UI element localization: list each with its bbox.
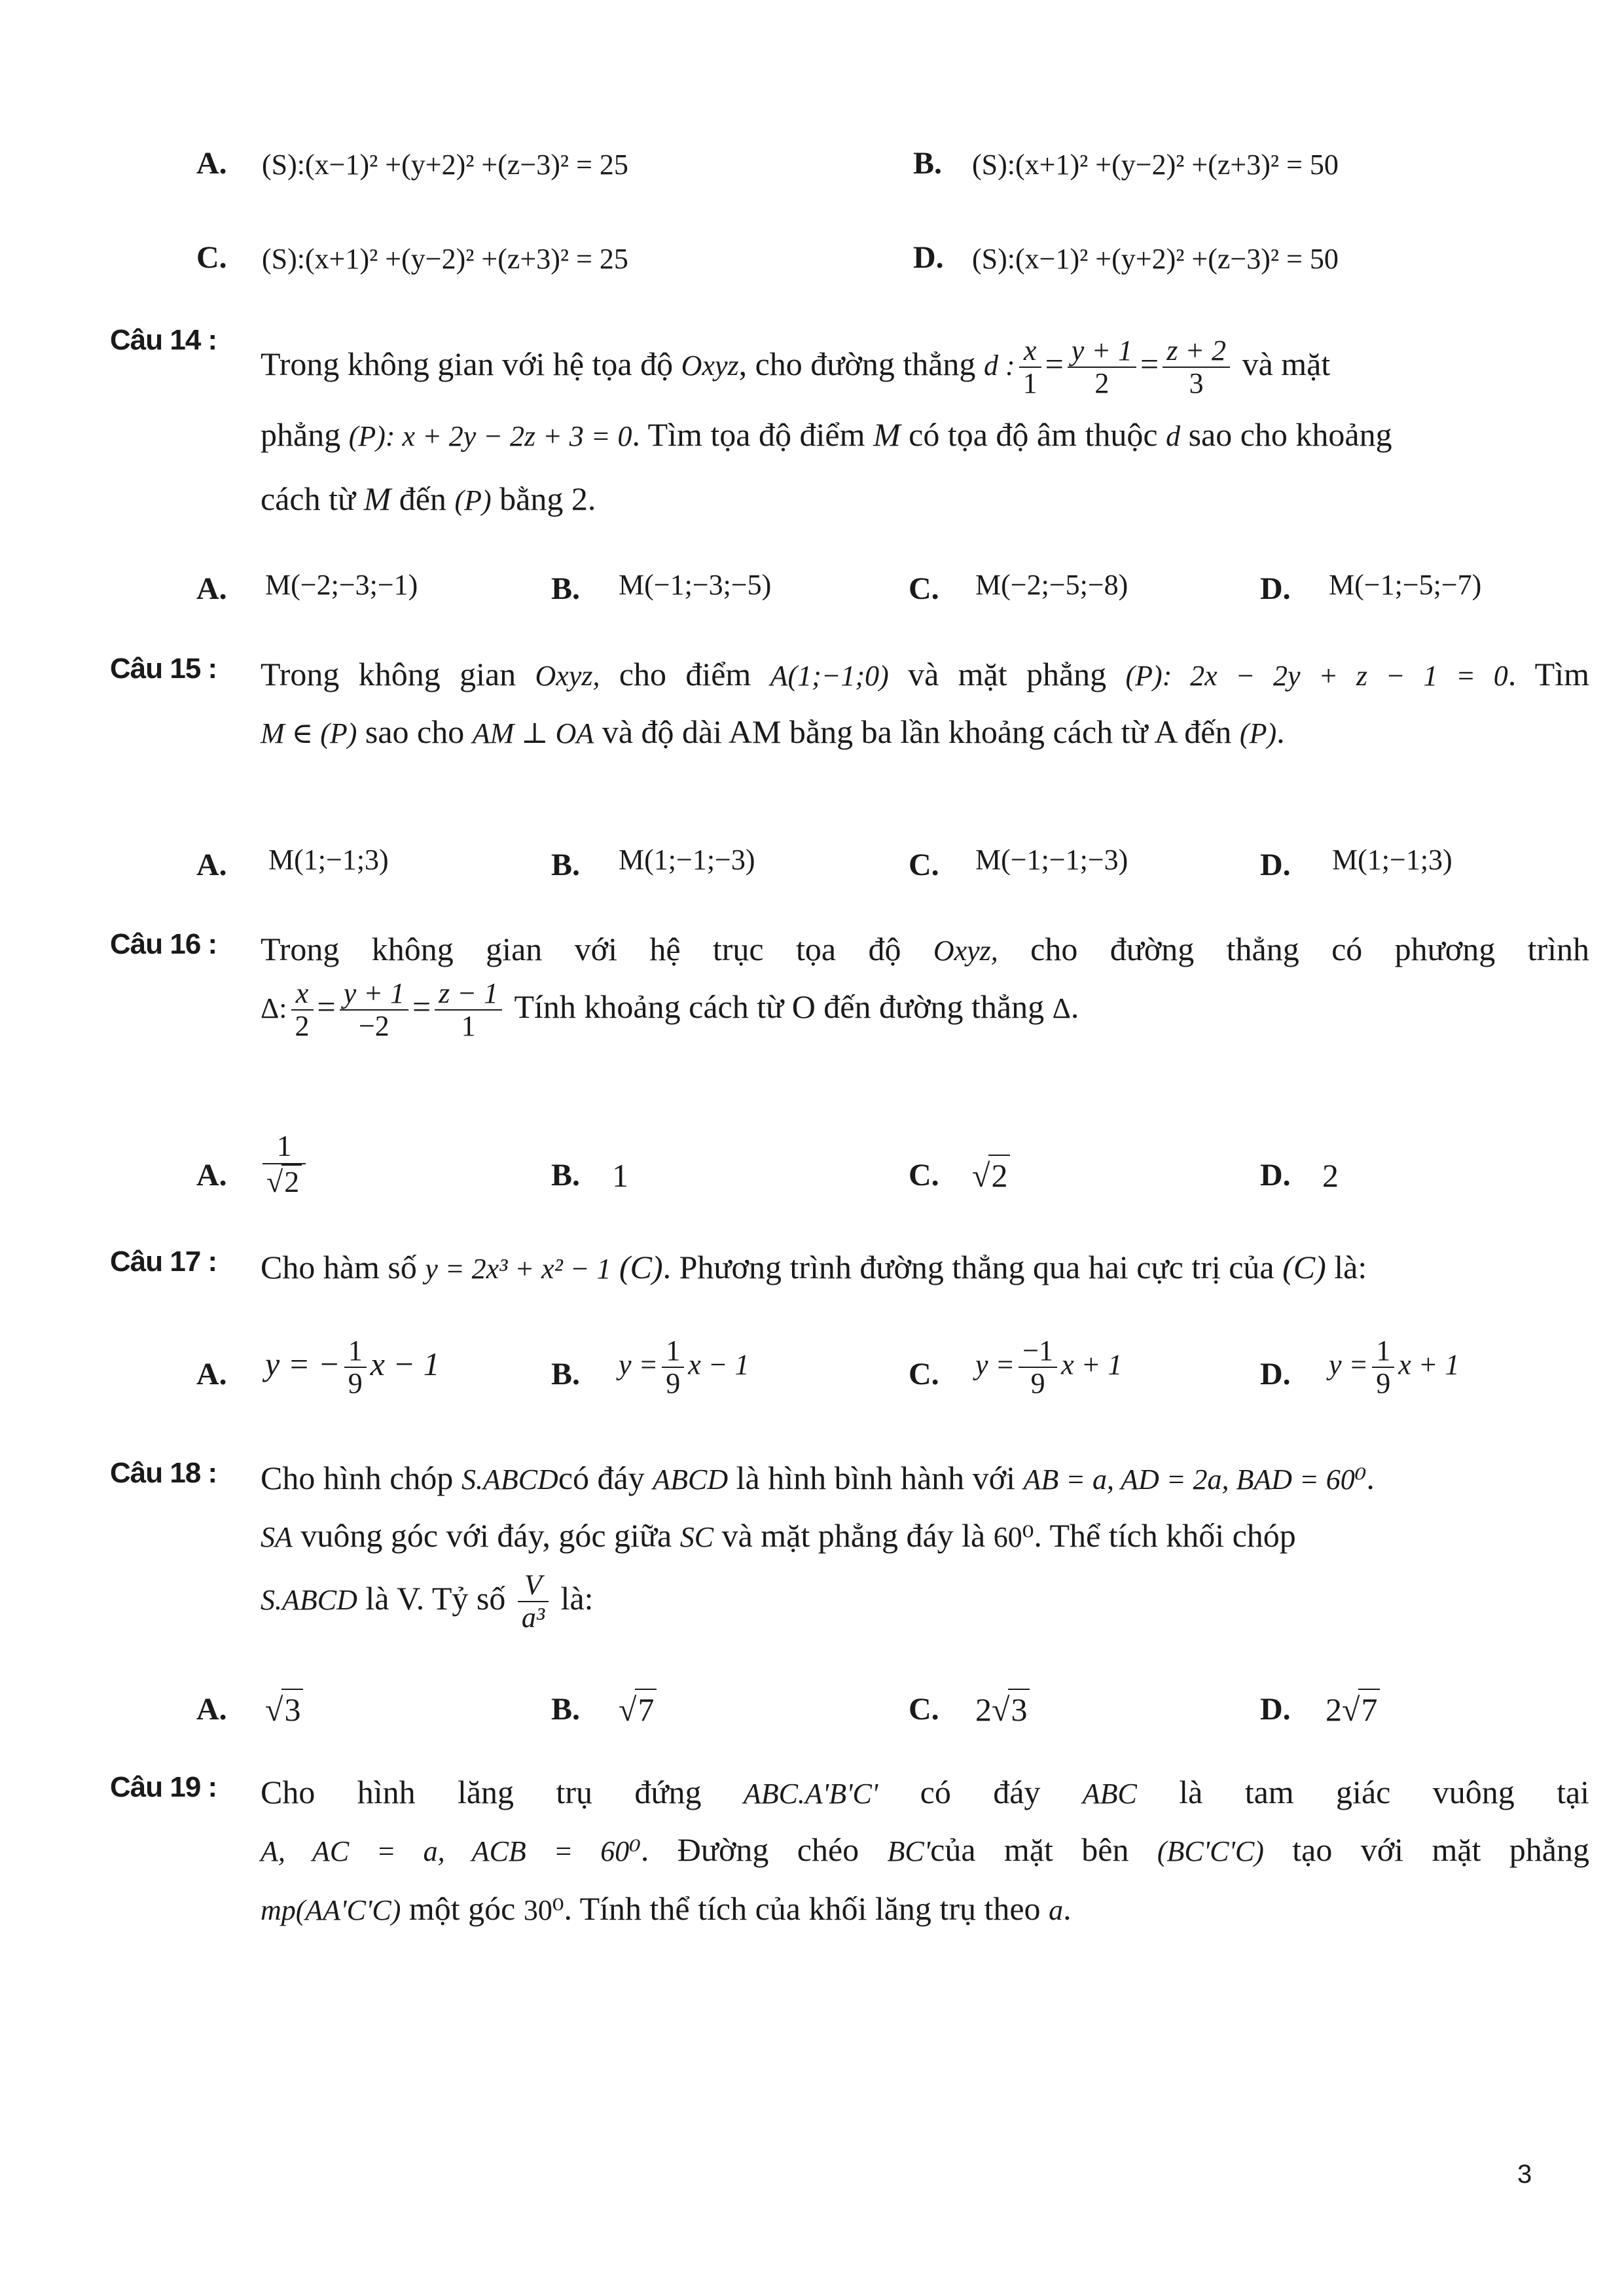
q13-option-b-text: (S):(x+1)² +(y−2)² +(z+3)² = 50 [972,149,1339,181]
q16-option-d-letter: D. [1260,1158,1291,1193]
q18-line-1: Cho hình chóp S.ABCDcó đáy ABCD là hình bình hành với AB = a, AD = 2a, BAD = 60⁰. [261,1460,1375,1496]
q16-fraction-x: $\frac{x}{2}$ [291,978,314,1043]
q16-fraction-y: $\frac{y + 1}{-2}$ [340,978,408,1043]
q16-option-a-letter: A. [196,1158,227,1193]
q17-option-d-letter: D. [1260,1357,1291,1391]
q14-fraction-x: $\frac{x}{1}$ [1019,335,1041,400]
q15-line-2: M ∈ (P) sao cho AM ⊥ OA và độ dài AM bằng ba lần khoảng cách từ A đến (P). [261,713,1285,750]
q17-option-b-letter: B. [551,1357,581,1391]
q15-option-a-text: M(1;−1;3) [268,844,389,876]
q14-option-b-text: M(−1;−3;−5) [619,569,772,601]
q15-option-d-text: M(1;−1;3) [1332,844,1453,876]
q18-ratio: $\frac{V}{\text{a³}}$ [518,1570,549,1634]
q14-plane-equation: (P): x + 2y − 2z + 3 = 0 [348,420,632,452]
q18-label: Câu 18 : [110,1457,217,1489]
q14-option-b-letter: B. [551,571,581,606]
q18-line-3: S.ABCD là V. Tỷ số $\frac{V}{\text{a³}}$ là: [261,1569,594,1634]
q14-line-3: cách từ M đến (P) bằng 2. [261,480,596,517]
q14-option-d-text: M(−1;−5;−7) [1329,569,1482,601]
q17-line-1: Cho hàm số y = 2x³ + x² − 1 (C). Phương trình đường thẳng qua hai cực trị của (C) là: [261,1249,1367,1285]
q18-conditions: AB = a, AD = 2a, BAD = 60⁰ [1023,1463,1367,1496]
q14-oxyz: Oxyz [681,349,739,382]
q13-option-c-text: (S):(x+1)² +(y−2)² +(z+3)² = 25 [262,243,628,275]
q14-option-a-text: M(−2;−3;−1) [265,569,418,601]
q14-fraction-z: $\frac{z + 2}{3}$ [1163,335,1230,400]
q14-option-c-text: M(−2;−5;−8) [975,569,1128,601]
q16-option-b-letter: B. [551,1158,581,1193]
q16-option-c-value: √2 [972,1155,1010,1195]
q16-line-1: Trong không gian với hệ trục tọa độ Oxyz, cho đường thẳng có phương trình [261,931,1590,967]
q14-option-d-letter: D. [1260,571,1291,606]
q18-line-2: SA vuông góc với đáy, góc giữa SC và mặt phẳng đáy là 60⁰. Thể tích khối chóp [261,1517,1296,1554]
q13-option-a-letter: A. [196,146,227,181]
q18-option-b-value: √7 [619,1689,657,1729]
q17-option-c-letter: C. [909,1357,939,1391]
q18-option-d-value: 2√7 [1326,1689,1380,1729]
q14-text: , cho đường thẳng [738,345,976,382]
q13-option-d-text: (S):(x−1)² +(y+2)² +(z−3)² = 50 [972,243,1339,275]
q19-label: Câu 19 : [110,1771,217,1803]
q14-label: Câu 14 : [110,324,217,356]
q14-text: Trong không gian với hệ tọa độ [261,345,674,382]
q13-option-d-letter: D. [913,240,944,275]
q18-option-a-letter: A. [196,1692,227,1727]
q18-option-c-letter: C. [909,1692,939,1727]
page-number: 3 [1517,2160,1532,2189]
q17-function: y = 2x³ + x² − 1 [425,1253,611,1285]
q15-point-a: A(1;−1;0) [770,660,889,692]
q19-line-3: mp(AA'C'C) một góc 30⁰. Tính thể tích của khối lăng trụ theo a. [261,1890,1072,1927]
q14-option-c-letter: C. [909,571,939,606]
q15-plane-equation: (P): 2x − 2y + z − 1 = 0 [1125,660,1508,692]
q15-option-c-text: M(−1;−1;−3) [975,844,1128,876]
q17-option-b-value: y = $\frac{1}{9}$ x − 1 [619,1335,749,1400]
q16-option-c-letter: C. [909,1158,939,1193]
q17-label: Câu 17 : [110,1246,217,1278]
q13-option-a-text: (S):(x−1)² +(y+2)² +(z−3)² = 25 [262,149,628,181]
q18-option-d-letter: D. [1260,1692,1291,1727]
q15-line-1: Trong không gian Oxyz, cho điểm A(1;−1;0) và mặt phẳng (P): 2x − 2y + z − 1 = 0. Tìm [261,656,1589,692]
q13-option-b-letter: B. [913,146,943,181]
q15-option-c-letter: C. [909,848,939,882]
q15-option-b-text: M(1;−1;−3) [619,844,755,876]
q18-option-a-value: √3 [265,1689,303,1729]
q17-option-a-letter: A. [196,1357,227,1391]
q13-option-c-letter: C. [196,240,227,275]
q15-option-a-letter: A. [196,848,227,882]
q14-line-1: Trong không gian với hệ tọa độ Oxyz, cho đường thẳng d : $\frac{x}{1}$ = $\frac{y + 1}{2}$ = $\frac{z + 2}{3}$ và mặt [261,334,1331,400]
q18-option-b-letter: B. [551,1692,581,1727]
q14-fraction-y: $\frac{y + 1}{2}$ [1068,335,1136,400]
q14-text: và mặt [1242,345,1331,382]
q16-option-a-value: $\frac{1}{√2}$ [259,1130,310,1198]
q14-line-d: d : [983,349,1015,382]
q19-line-1: Cho hình lăng trụ đứng ABC.A'B'C' có đáy ABC là tam giác vuông tại [261,1774,1590,1810]
q14-option-a-letter: A. [196,571,227,606]
q16-option-b-value: 1 [612,1157,628,1194]
q15-option-b-letter: B. [551,848,581,882]
q16-label: Câu 16 : [110,928,217,960]
q19-line-2: A, AC = a, ACB = 60⁰. Đường chéo BC'của mặt bên (BC'C'C) tạo với mặt phẳng [261,1831,1589,1868]
q17-option-c-value: y = $\frac{-1}{9}$ x + 1 [975,1335,1123,1400]
q16-line-2: Δ: $\frac{x}{2}$ = $\frac{y + 1}{-2}$ = $\frac{z - 1}{1}$ Tính khoảng cách từ O đến đường thẳng Δ. [261,977,1079,1043]
q18-option-c-value: 2√3 [975,1689,1030,1729]
q14-line-2: phẳng (P): x + 2y − 2z + 3 = 0. Tìm tọa độ điểm M có tọa độ âm thuộc d sao cho khoảng [261,416,1392,453]
q17-option-a-value: y = − $\frac{1}{9}$ x − 1 [265,1335,440,1400]
q15-option-d-letter: D. [1260,848,1291,882]
q16-fraction-z: $\frac{z - 1}{1}$ [435,978,502,1043]
q15-label: Câu 15 : [110,653,217,685]
q16-option-d-value: 2 [1322,1157,1339,1194]
q17-option-d-value: y = $\frac{1}{9}$ x + 1 [1329,1335,1460,1400]
